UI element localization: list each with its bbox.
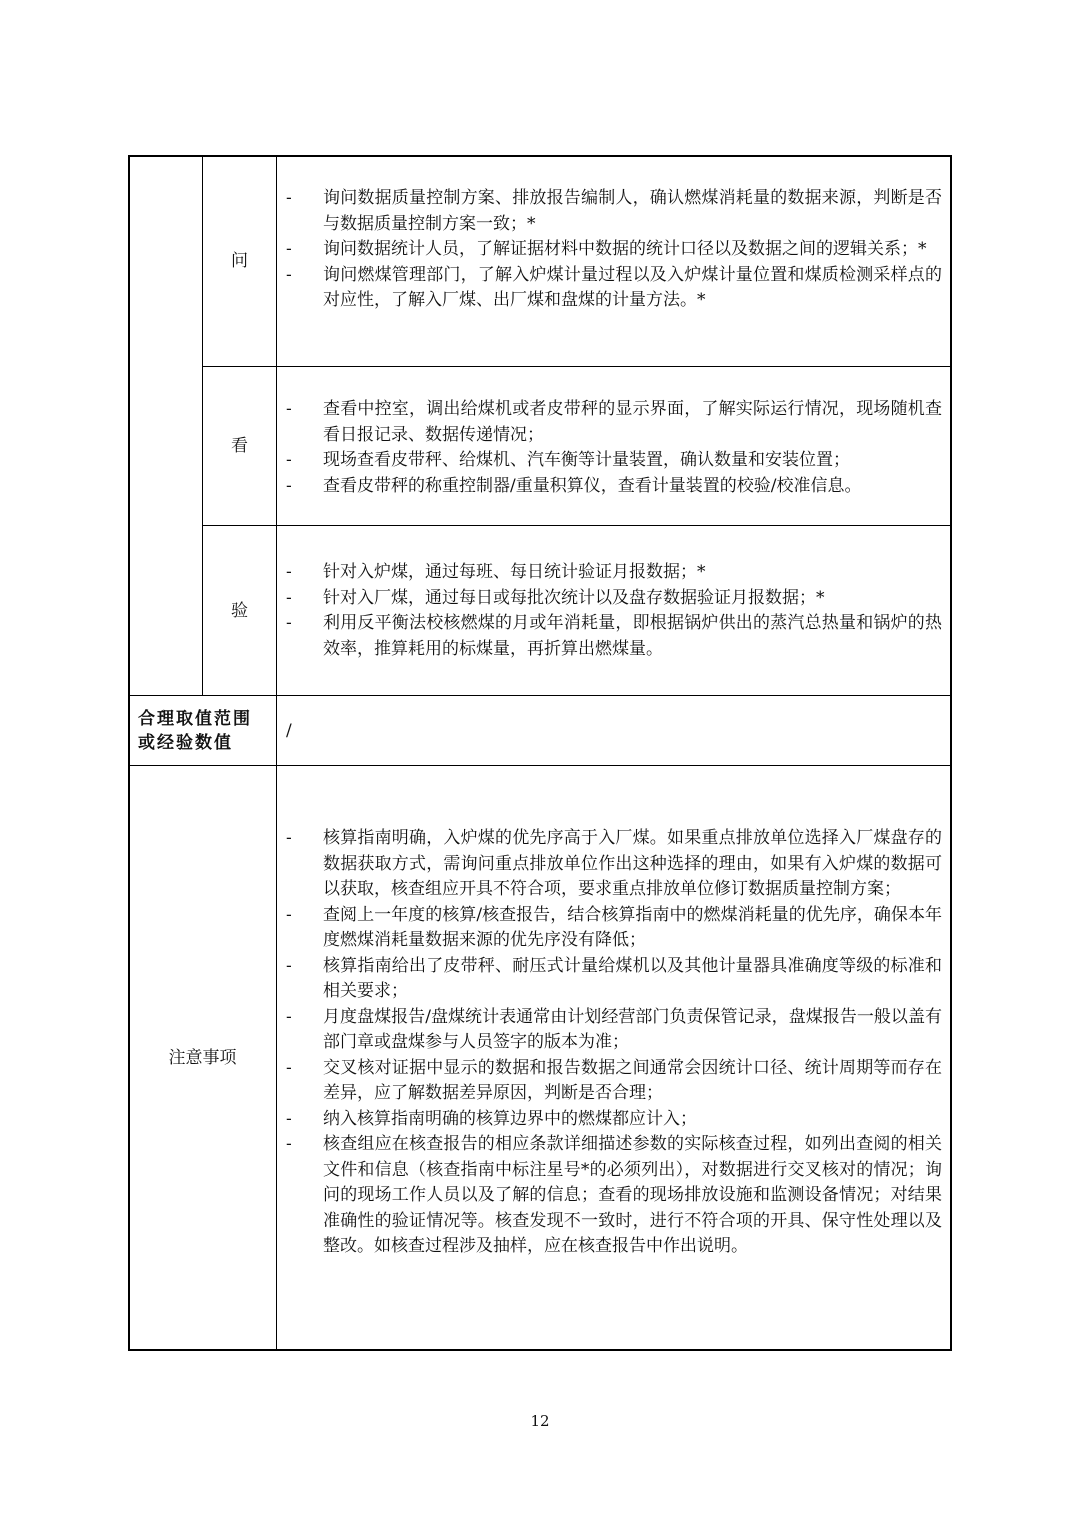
bullet-dash: - [286,450,292,470]
range-label-line1: 合理取值范围 [138,709,252,729]
list-item: - 月度盘煤报告/盘煤统计表通常由计划经营部门负责保管记录，盘煤报告一般以盖有部门章或盘煤参与人员签字的版本为准； [286,1006,942,1052]
bullet-dash: - [286,188,292,208]
list-item: - 交叉核对证据中显示的数据和报告数据之间通常会因统计口径、统计周期等而存在差异，应了解数据差异原因，判断是否合理； [286,1057,942,1103]
bullet-dash: - [286,828,292,848]
table-border-bottom [128,1349,952,1351]
ask-label: 问 [231,251,248,271]
row-divider-look [202,525,951,526]
row-divider-ask [202,366,951,367]
bullet-dash: - [286,1108,292,1129]
bullet-dash: - [286,475,292,496]
range-value: / [286,721,292,741]
bullet-dash: - [286,1134,292,1154]
bullet-dash: - [286,955,292,976]
list-item: - 针对入厂煤，通过每日或每批次统计以及盘存数据验证月报数据；* [276,586,942,612]
range-label-line2: 或经验数值 [138,733,233,753]
list-item: - 查看中控室，调出给煤机或者皮带秤的显示界面，了解实际运行情况，现场随机查看日报记录、数据传递情况； [286,399,942,445]
range-label [138,707,272,755]
notes-label: 注意事项 [168,1047,237,1068]
bullet-dash: - [286,1006,292,1027]
list-item: - 针对入炉煤，通过每班、每日统计验证月报数据；* [276,560,942,586]
look-label: 看 [231,436,248,456]
verify-list [276,560,942,662]
bullet-dash: - [286,399,292,419]
verify-label: 验 [231,600,248,621]
bullet-dash: - [286,613,292,633]
bullet-dash: - [286,264,292,285]
bullet-dash: - [286,587,292,608]
table-border-right [950,155,952,1351]
list-item: - 询问数据统计人员，了解证据材料中数据的统计口径以及数据之间的逻辑关系；* [276,237,942,263]
row-divider-verify [128,695,951,696]
list-item: - 查阅上一年度的核算/核查报告，结合核算指南中的燃煤消耗量的优先序，确保本年度燃煤消耗量数据来源的优先序没有降低； [286,904,942,950]
list-item: - 询问燃煤管理部门，了解入炉煤计量过程以及入炉煤计量位置和煤质检测采样点的对应性，了解入厂煤、出厂煤和盘煤的计量方法。* [286,264,942,310]
list-item: - 现场查看皮带秤、给煤机、汽车衡等计量装置，确认数量和安装位置； [276,448,942,474]
list-item: - 询问数据质量控制方案、排放报告编制人，确认燃煤消耗量的数据来源，判断是否与数据质量控制方案一致；* [286,188,942,234]
list-item: - 核查组应在核查报告的相应条款详细描述参数的实际核查过程，如列出查阅的相关文件和信息（核查指南中标注星号*的必须列出），对数据进行交叉核对的情况；询问的现场工作人员以及了解的信息；查看的现场排放设施和监测设备情况；对结果准确性的验证情况等。核查发现不一致时，进行不符合项的开具、保守性处理以及整改。如核查过程涉及抽样，应在核查报告中作出说明。 [286,1134,942,1256]
list-item: - 核算指南给出了皮带秤、耐压式计量给煤机以及其他计量器具准确度等级的标准和相关要求； [286,955,942,1001]
notes-list [276,826,942,1260]
bullet-dash: - [286,904,292,925]
list-item: - 利用反平衡法校核燃煤的月或年消耗量，即根据锅炉供出的蒸汽总热量和锅炉的热效率，推算耗用的标煤量，再折算出燃煤量。 [286,613,942,659]
look-list [276,397,942,499]
list-item: - 查看皮带秤的称重控制器/重量积算仪，查看计量装置的校验/校准信息。 [276,474,942,500]
bullet-dash: - [286,239,292,259]
list-item: - 核算指南明确，入炉煤的优先序高于入厂煤。如果重点排放单位选择入厂煤盘存的数据获取方式，需询问重点排放单位作出这种选择的理由，如果有入炉煤的数据可以获取，核查组应开具不符合项，要求重点排放单位修订数据质量控制方案； [286,828,942,899]
list-item: - 纳入核算指南明确的核算边界中的燃煤都应计入； [276,1107,942,1133]
page-number: 12 [530,1412,550,1430]
bullet-dash: - [286,1057,292,1078]
bullet-dash: - [286,562,292,582]
ask-list [276,186,942,314]
